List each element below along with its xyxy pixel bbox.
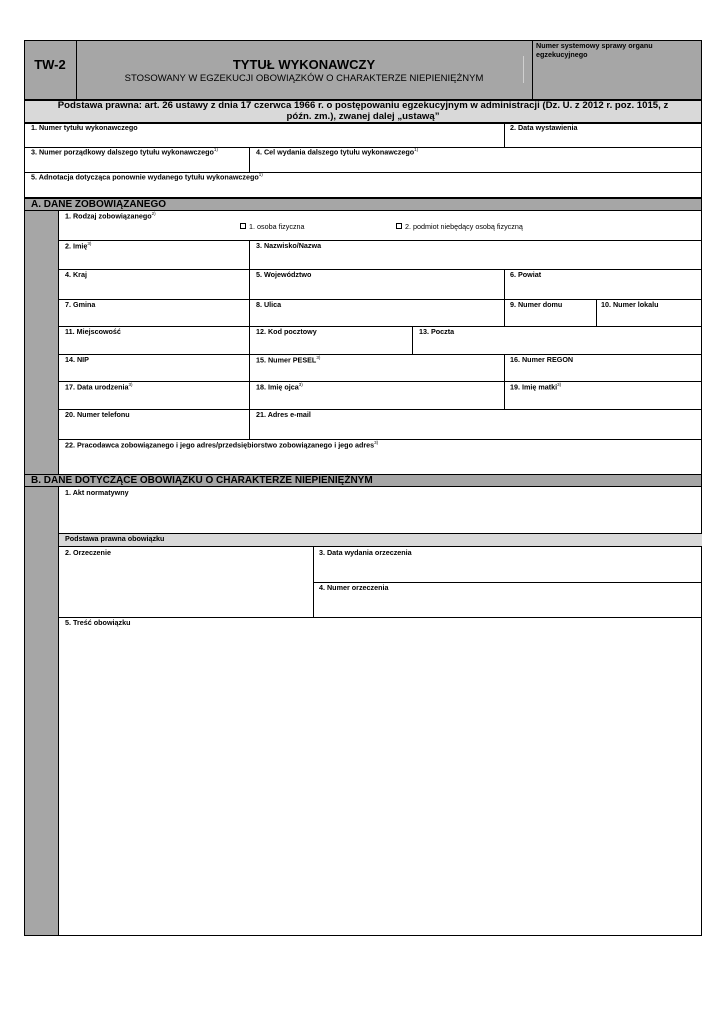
issue-date-field[interactable] xyxy=(505,133,701,146)
mother-name-label: 19. Imię matki$^{3)}$ xyxy=(510,382,562,392)
decision-date-field[interactable] xyxy=(314,558,701,581)
obligor-type-label: 1. Rodzaj zobowiązanego$^{2)}$ xyxy=(65,211,156,221)
b-row-2 xyxy=(59,617,702,618)
form-code: TW-2 xyxy=(34,57,66,72)
employer-label: 22. Pracodawca zobowiązanego i jego adres/przedsiębiorstwo zobowiązanego i jego adres$^{3)}$ xyxy=(65,440,379,450)
mother-name-field[interactable] xyxy=(505,392,701,408)
annotation-label: 5. Adnotacja dotycząca ponownie wydanego tytułu wykonawczego$^{1)}$ xyxy=(31,172,263,182)
nip-field[interactable] xyxy=(60,365,248,380)
commune-field[interactable] xyxy=(60,310,248,325)
father-name-label: 18. Imię ojca$^{3)}$ xyxy=(256,382,303,392)
pesel-field[interactable] xyxy=(250,365,503,380)
decision-field[interactable] xyxy=(60,558,312,616)
system-number-field[interactable] xyxy=(536,62,696,96)
decision-date-label: 3. Data wydania orzeczenia xyxy=(319,548,412,557)
sequence-number-label: 3. Numer porządkowy dalszego tytułu wykonawczego$^{1)}$ xyxy=(31,147,218,157)
legal-act-label: 1. Akt normatywny xyxy=(65,488,129,497)
house-number-field[interactable] xyxy=(505,310,595,325)
a-row-2 xyxy=(59,269,702,270)
a-row-1 xyxy=(59,240,702,241)
issue-date-label: 2. Data wystawienia xyxy=(510,123,578,132)
voivodeship-label: 5. Województwo xyxy=(256,270,312,279)
street-field[interactable] xyxy=(250,310,503,325)
header-divider-right xyxy=(532,40,533,100)
obligation-basis-label: Podstawa prawna obowiązku xyxy=(65,534,165,543)
street-label: 8. Ulica xyxy=(256,300,282,309)
section-a-sidebar xyxy=(24,211,59,474)
country-field[interactable] xyxy=(60,280,248,298)
city-field[interactable] xyxy=(60,337,248,353)
obligation-content-field[interactable] xyxy=(60,628,701,935)
purpose-label: 4. Cel wydania dalszego tytułu wykonawczego$^{1)}$ xyxy=(256,147,419,157)
birth-date-label: 17. Data urodzenia$^{3)}$ xyxy=(65,382,133,392)
option-entity-label: 2. podmiot niebędący osobą fizyczną xyxy=(405,222,523,231)
country-label: 4. Kraj xyxy=(65,270,87,279)
postal-code-label: 12. Kod pocztowy xyxy=(256,327,317,336)
option-natural-person-checkbox[interactable] xyxy=(240,223,246,229)
post-office-label: 13. Poczta xyxy=(419,327,455,336)
decision-number-label: 4. Numer orzeczenia xyxy=(319,583,389,592)
system-number-label: Numer systemowy sprawy organu egzekucyjnego xyxy=(536,41,653,60)
pesel-label: 15. Numer PESEL$^{3)}$ xyxy=(256,355,321,365)
birth-date-field[interactable] xyxy=(60,392,248,408)
option-natural-person-label: 1. osoba fizyczna xyxy=(249,222,305,231)
email-field[interactable] xyxy=(250,420,701,438)
postal-code-field[interactable] xyxy=(250,337,411,353)
purpose-field[interactable] xyxy=(250,157,701,171)
city-label: 11. Miejscowość xyxy=(65,327,121,336)
decision-number-field[interactable] xyxy=(314,593,701,616)
house-number-label: 9. Numer domu xyxy=(510,300,563,309)
first-name-field[interactable] xyxy=(60,251,248,268)
form-subtitle: STOSOWANY W EGZEKUCJI OBOWIĄZKÓW O CHARAKTERZE NIEPIENIĘŻNYM xyxy=(124,73,484,84)
post-office-field[interactable] xyxy=(413,337,701,353)
option-entity-checkbox[interactable] xyxy=(396,223,402,229)
county-field[interactable] xyxy=(505,280,701,298)
regon-label: 16. Numer REGON xyxy=(510,355,574,364)
legal-basis-line2: późn. zm.), zwanej dalej „ustawą” xyxy=(286,111,440,122)
form-title: TYTUŁ WYKONAWCZY xyxy=(232,57,376,72)
decision-label: 2. Orzeczenie xyxy=(65,548,111,557)
legal-basis-line1: Podstawa prawna: art. 26 ustawy z dnia 17 czerwca 1966 r. o postępowaniu egzekucyjnym w administracji (Dz. U. z 2012 r. poz. 1015, z xyxy=(57,100,669,111)
section-a-title: A. DANE ZOBOWIĄZANEGO xyxy=(31,198,166,210)
surname-field[interactable] xyxy=(250,251,701,268)
sequence-number-field[interactable] xyxy=(25,157,248,171)
commune-label: 7. Gmina xyxy=(65,300,96,309)
phone-field[interactable] xyxy=(60,420,248,438)
employer-field[interactable] xyxy=(60,450,701,473)
obligation-content-label: 5. Treść obowiązku xyxy=(65,618,131,627)
regon-field[interactable] xyxy=(505,365,701,380)
a-row-7 xyxy=(59,409,702,410)
a-row-6 xyxy=(59,381,702,382)
surname-label: 3. Nazwisko/Nazwa xyxy=(256,241,322,250)
county-label: 6. Powiat xyxy=(510,270,542,279)
title-number-field[interactable] xyxy=(25,133,503,146)
email-label: 21. Adres e-mail xyxy=(256,410,311,419)
father-name-field[interactable] xyxy=(250,392,503,408)
a-row-5 xyxy=(59,354,702,355)
section-b-sidebar xyxy=(24,487,59,936)
section-b-title: B. DANE DOTYCZĄCE OBOWIĄZKU O CHARAKTERZE NIEPIENIĘŻNYM xyxy=(31,474,373,486)
annotation-field[interactable] xyxy=(25,182,701,197)
a-row-4 xyxy=(59,326,702,327)
phone-label: 20. Numer telefonu xyxy=(65,410,130,419)
voivodeship-field[interactable] xyxy=(250,280,503,298)
apartment-number-label: 10. Numer lokalu xyxy=(601,300,659,309)
legal-act-field[interactable] xyxy=(60,498,701,532)
nip-label: 14. NIP xyxy=(65,355,89,364)
first-name-label: 2. Imię$^{3)}$ xyxy=(65,241,92,251)
apartment-number-field[interactable] xyxy=(597,310,701,325)
title-number-label: 1. Numer tytułu wykonawczego xyxy=(31,123,138,132)
